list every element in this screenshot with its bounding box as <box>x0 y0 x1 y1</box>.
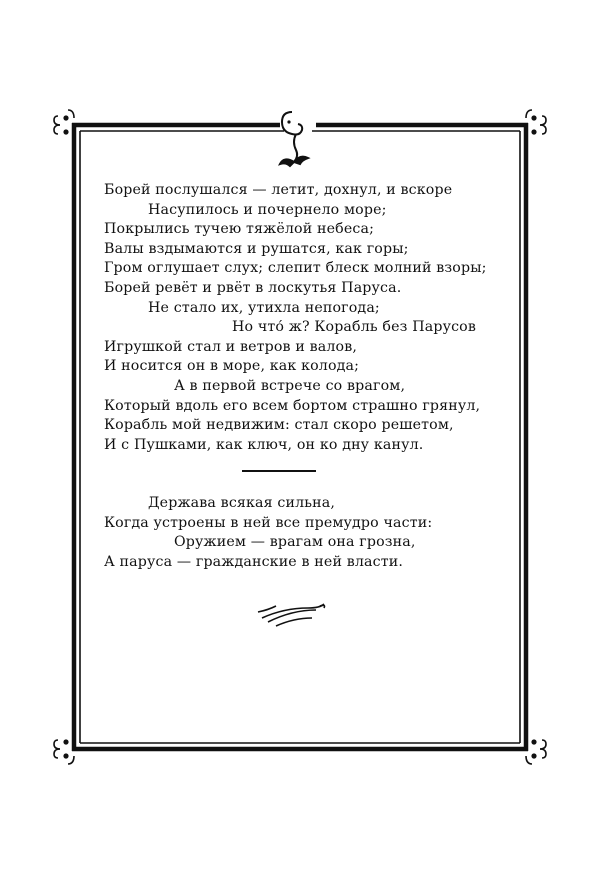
moral-line: А паруса — гражданские в ней власти. <box>104 553 403 570</box>
moral-verses <box>104 493 514 571</box>
fable-line: А в первой встрече со врагом, <box>174 377 406 394</box>
fable-line: Корабль мой недвижим: стал скоро решетом, <box>104 417 454 434</box>
moral-line: Когда устроены в ней все премудро части: <box>104 514 433 531</box>
flourish-swash-icon <box>258 604 325 626</box>
fable-line: Насупилось и почернело море; <box>148 201 387 218</box>
mermaid-tail-icon <box>280 112 308 166</box>
moral-line: Оружием — врагам она грозна, <box>174 534 416 551</box>
fable-line: Игрушкой стал и ветров и валов, <box>104 338 358 355</box>
fable-line: Который вдоль его всем бортом страшно грянул, <box>104 397 481 414</box>
fable-line: Не стало их, утихла непогода; <box>148 299 380 316</box>
moral-line: Держава всякая сильна, <box>148 495 336 511</box>
fable-line: Покрылись тучею тяжёлой небеса; <box>104 221 375 238</box>
fable-line: Борей ревёт и рвёт в лоскутья Паруса. <box>104 279 402 296</box>
fable-line: Валы вздымаются и рушатся, как горы; <box>104 240 409 257</box>
fable-line: И с Пушками, как ключ, он ко дну канул. <box>104 436 424 453</box>
fable-line: Борей послушался — летит, дохнул, и вскоре <box>104 182 453 198</box>
fable-line: Гром оглушает слух; слепит блеск молний взоры; <box>104 260 487 277</box>
fable-line: Но что́ ж? Корабль без Парусов <box>232 319 476 336</box>
fable-line: И носится он в море, как колода; <box>104 358 360 375</box>
fable-verses <box>104 181 514 455</box>
